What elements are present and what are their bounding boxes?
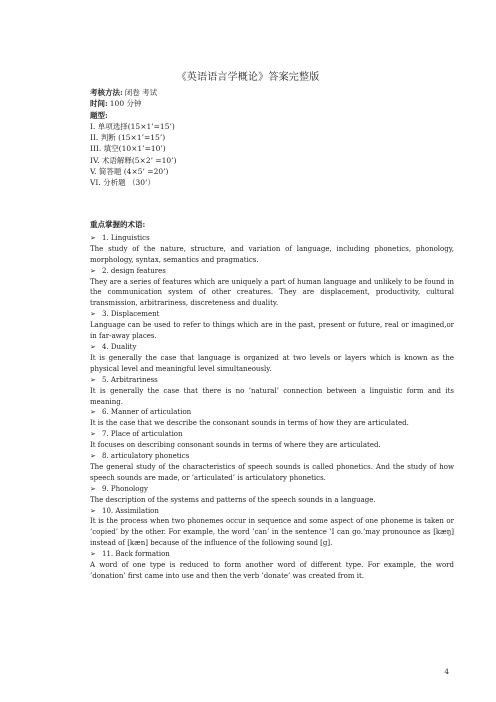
term-item [90,266,454,310]
question-types-list [90,121,177,189]
terms-heading: 重点掌握的术语: [90,220,146,229]
term-item [90,309,454,342]
term-item [90,429,454,451]
term-title: 5. Arbitrariness [102,375,158,384]
term-definition: It is the process when two phonemes occur in sequence and some aspect of one phoneme is taken or ’copied’ by the other. For example, the word ’can’ in the sentence ’I can go.’may pronounce as [kæŋ] instead of [kæn] because of the influence of the following sound [g]. [90,517,454,548]
exam-method-row [90,87,177,98]
arrow-bullet-icon: ➢ [90,506,96,515]
term-title: 4. Duality [102,342,137,351]
arrow-bullet-icon: ➢ [90,310,96,319]
term-item [90,484,454,506]
term-definition: The study of the nature, structure, and variation of language, including phonetics, phonology, morphology, syntax, semantics and pragmatics. [90,244,454,264]
arrow-bullet-icon: ➢ [90,484,96,493]
exam-time-label: 时间: [90,99,108,109]
page-title: 《英语语言学概论》答案完整版 [176,72,320,83]
question-type-item: VI. 分析题 （30’） [90,178,155,188]
question-type-item: II. 判断 (15×1’=15’) [90,133,166,143]
term-definition: The general study of the characteristics of speech sounds is called phonetics. And the study of how speech sounds are made, or ’articulated’ is articulatory phonetics. [90,462,454,482]
term-definition: It is the case that we describe the consonant sounds in terms of how they are articulated. [90,419,409,428]
question-type-item: V. 简答题 (4×5’ =20’) [90,167,169,177]
arrow-bullet-icon: ➢ [90,375,96,384]
term-title: 3. Displacement [102,310,160,319]
term-item [90,342,454,375]
term-title: 9. Phonology [102,484,148,493]
term-item [90,451,454,484]
term-title: 10. Assimilation [102,506,159,515]
question-type-item: IV. 术语解释(5×2’ =10’) [90,155,177,165]
term-definition: They are a series of features which are uniquely a part of human language and unlikely to be found in the communication system of other creatures. They are displacement, productivity, cultural transmission, arbitrariness, discreteness and duality. [90,277,454,308]
question-types-row [90,110,177,121]
question-types-label: 题型: [90,110,108,120]
term-item [90,233,454,266]
exam-time-row [90,98,177,109]
term-definition: A word of one type is reduced to form another word of different type. For example, the word ’donation’ first came into use and then the verb ’donate’ was created from it. [90,561,454,580]
term-title: 11. Back formation [102,550,170,559]
arrow-bullet-icon: ➢ [90,342,96,351]
term-item [90,407,454,429]
exam-method-value: 闭卷 考试 [124,88,158,97]
term-definition: It is generally the case that there is no ’natural’ connection between a linguistic form and its meaning. [90,386,454,406]
exam-time-value: 100 分钟 [109,99,142,109]
term-definition: It is generally the case that language is organized at two levels or layers which is known as the physical level and meaningful level simultaneously. [90,353,454,373]
arrow-bullet-icon: ➢ [90,452,96,461]
term-item [90,506,454,550]
term-definition: It focuses on describing consonant sounds in terms of where they are articulated. [90,441,381,450]
terms-section [90,220,454,582]
exam-info [90,87,177,189]
exam-method-label: 考核方法: [90,88,123,97]
arrow-bullet-icon: ➢ [90,266,96,275]
term-definition: The description of the systems and patterns of the speech sounds in a language. [90,495,376,504]
question-type-item: I. 单项选择(15×1’=15’) [90,121,175,131]
arrow-bullet-icon: ➢ [90,233,96,242]
term-title: 1. Linguistics [102,233,150,242]
term-definition: Language can be used to refer to things which are in the past, present or future, real or imagined,or in far-away places. [90,321,454,341]
term-title: 7. Place of articulation [102,430,183,439]
term-item [90,375,454,408]
arrow-bullet-icon: ➢ [90,408,96,417]
page-number: 4 [444,668,449,676]
term-item [90,549,454,582]
term-title: 8. articulatory phonetics [102,452,190,461]
term-title: 6. Manner of articulation [102,408,192,417]
term-title: 2. design features [102,266,166,275]
arrow-bullet-icon: ➢ [90,430,96,439]
question-type-item: III. 填空(10×1’=10’) [90,144,166,154]
arrow-bullet-icon: ➢ [90,550,96,559]
